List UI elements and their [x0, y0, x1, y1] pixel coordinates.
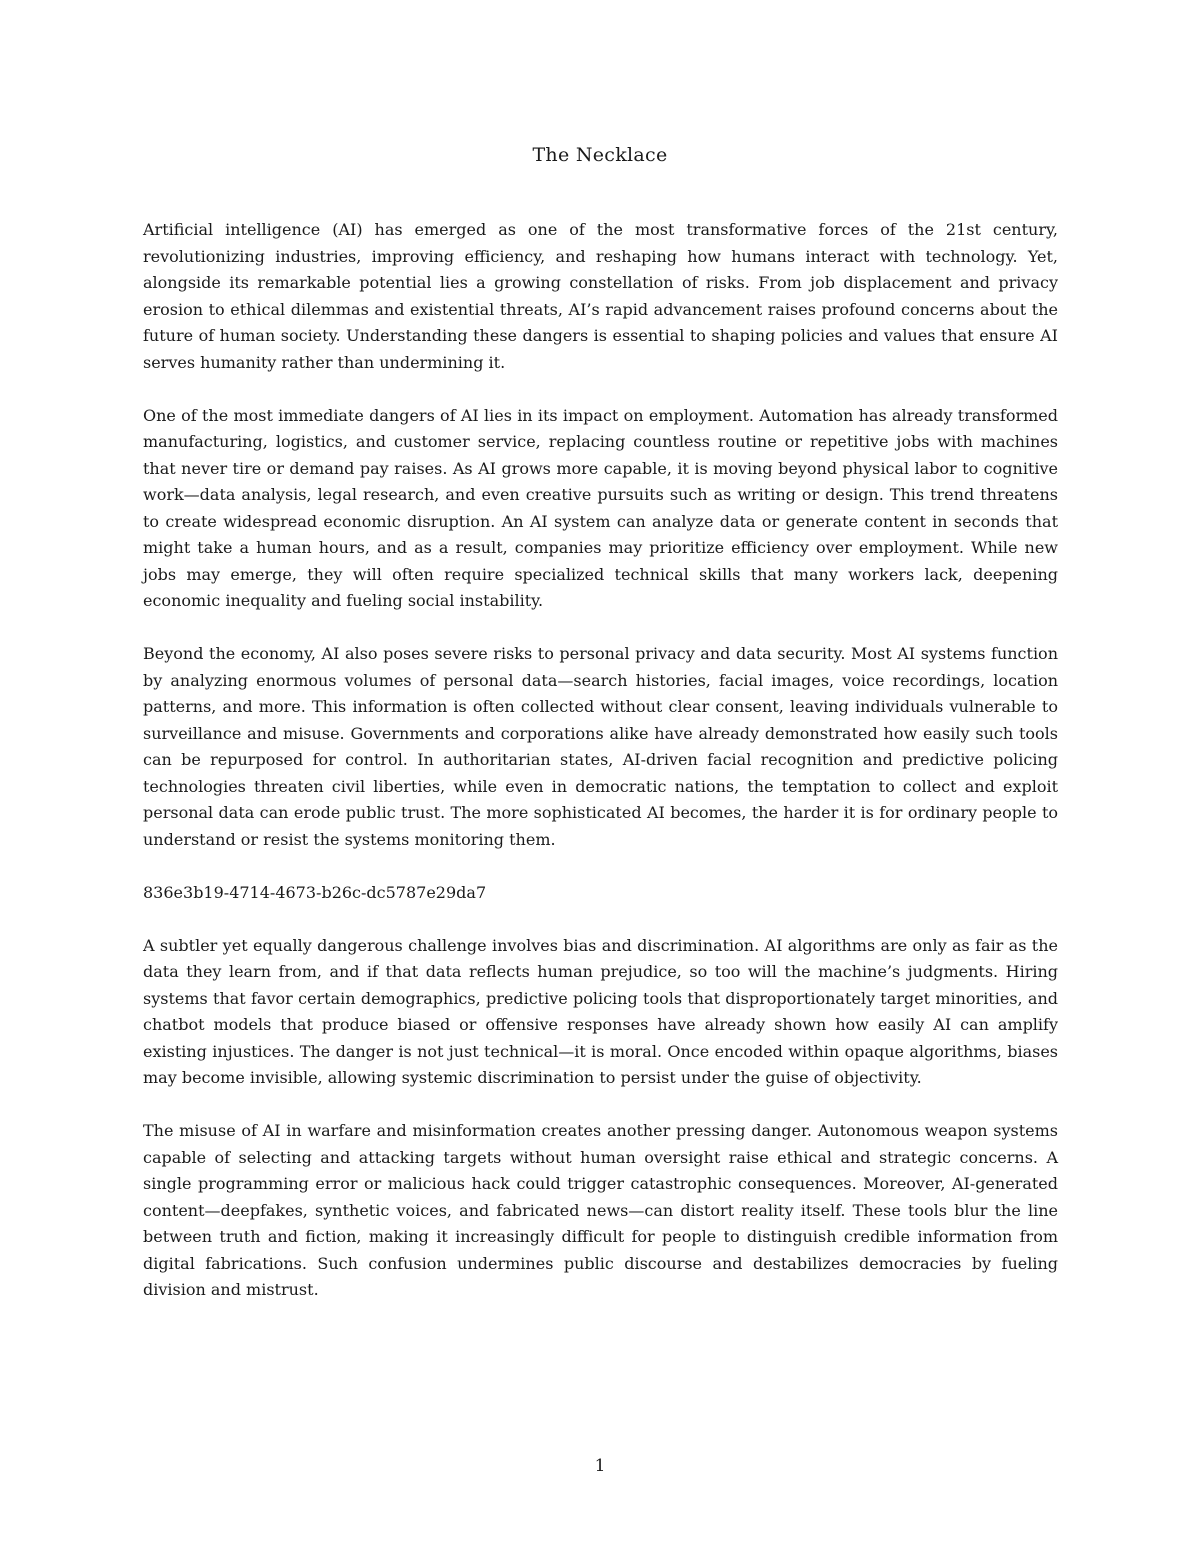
- document-body: [143, 217, 1058, 1330]
- paragraph-bias: A subtler yet equally dangerous challenge involves bias and discrimination. AI algorithms are only as fair as the data they learn from, and if that data reflects human prejudice, so too will the machine’s judgments. Hiring systems that favor certain demographics, predictive policing tools that disproportionately target minorities, and chatbot models that produce biased or offensive responses have already shown how easily AI can amplify existing injustices. The danger is not just technical—it is moral. Once encoded within opaque algorithms, biases may become invisible, allowing systemic discrimination to persist under the guise of objectivity.: [143, 935, 1058, 1087]
- paragraph-warfare: The misuse of AI in warfare and misinformation creates another pressing danger. Autonomous weapon systems capable of selecting and attacking targets without human oversight raise ethical and strategic concerns. A single programming error or malicious hack could trigger catastrophic consequences. Moreover, AI-generated content—deepfakes, synthetic voices, and fabricated news—can distort reality itself. These tools blur the line between truth and fiction, making it increasingly difficult for people to distinguish credible information from digital fabrications. Such confusion undermines public discourse and destabilizes democracies by fueling division and mistrust.: [143, 1121, 1058, 1299]
- document-identifier: 836e3b19-4714-4673-b26c-dc5787e29da7: [143, 882, 487, 902]
- page-number: 1: [594, 1456, 606, 1476]
- document-title: The Necklace: [532, 144, 668, 166]
- paragraph-intro: Artificial intelligence (AI) has emerged as one of the most transformative forces of the 21st century, revolutionizing industries, improving efficiency, and reshaping how humans interact with technology. Yet, alongside its remarkable potential lies a growing constellation of risks. From job displacement and privacy erosion to ethical dilemmas and existential threats, AI’s rapid advancement raises profound concerns about the future of human society. Understanding these dangers is essential to shaping policies and values that ensure AI serves humanity rather than undermining it.: [143, 220, 1058, 372]
- paragraph-privacy: Beyond the economy, AI also poses severe risks to personal privacy and data security. Most AI systems function by analyzing enormous volumes of personal data—search histories, facial images, voice recordings, location patterns, and more. This information is often collected without clear consent, leaving individuals vulnerable to surveillance and misuse. Governments and corporations alike have already demonstrated how easily such tools can be repurposed for control. In authoritarian states, AI-driven facial recognition and predictive policing technologies threaten civil liberties, while even in democratic nations, the temptation to collect and exploit personal data can erode public trust. The more sophisticated AI becomes, the harder it is for ordinary people to understand or resist the systems monitoring them.: [143, 644, 1058, 849]
- paragraph-employment: One of the most immediate dangers of AI lies in its impact on employment. Automation has already transformed manufacturing, logistics, and customer service, replacing countless routine or repetitive jobs with machines that never tire or demand pay raises. As AI grows more capable, it is moving beyond physical labor to cognitive work—data analysis, legal research, and even creative pursuits such as writing or design. This trend threatens to create widespread economic disruption. An AI system can analyze data or generate content in seconds that might take a human hours, and as a result, companies may prioritize efficiency over employment. While new jobs may emerge, they will often require specialized technical skills that many workers lack, deepening economic inequality and fueling social instability.: [143, 405, 1058, 610]
